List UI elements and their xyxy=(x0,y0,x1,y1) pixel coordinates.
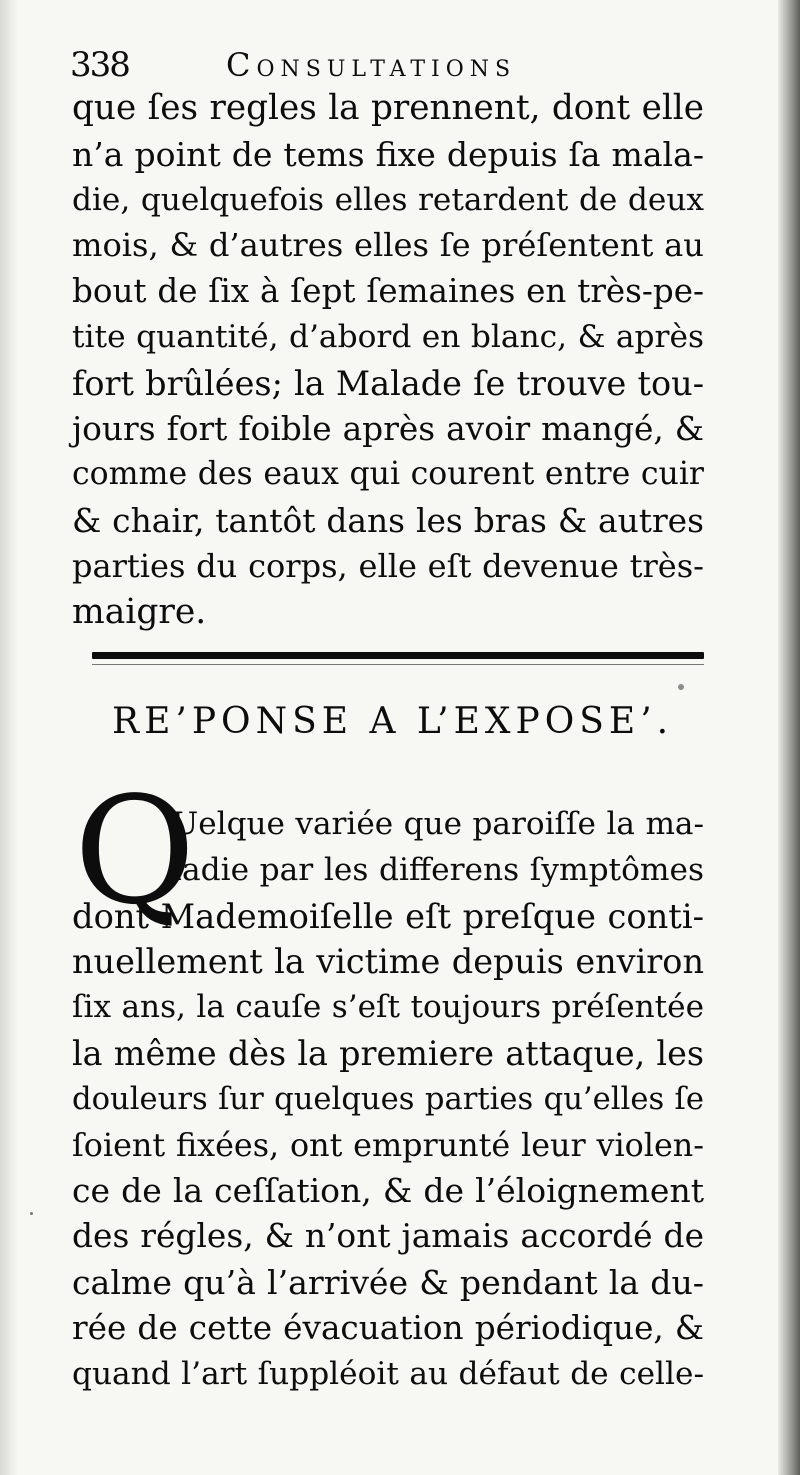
page-gutter-shadow xyxy=(778,0,800,1475)
drop-cap: Q xyxy=(74,765,196,937)
text-line: nuellement la victime depuis environ xyxy=(72,942,704,982)
text-line: dont Mademoiſelle eſt preſque conti- xyxy=(72,896,704,936)
section-divider-thick xyxy=(92,652,704,659)
text-line: calme qu’à l’arrivée & pendant la du- xyxy=(72,1262,704,1302)
text-line: fort brûlées; la Malade ſe trouve tou- xyxy=(72,363,704,403)
page-header xyxy=(70,42,710,88)
text-line: des régles, & n’ont jamais accordé de xyxy=(72,1217,704,1256)
text-line: ſix ans, la cauſe s’eſt toujours préſentée xyxy=(72,989,704,1026)
text-line: quand l’art ſuppléoit au défaut de celle- xyxy=(72,1355,704,1392)
section-divider-thin xyxy=(92,664,704,665)
text-line: maigre. xyxy=(72,591,207,632)
running-title: Consultations xyxy=(226,46,517,84)
text-line: parties du corps, elle eſt devenue très- xyxy=(72,546,704,585)
ink-speck xyxy=(30,1212,33,1215)
text-line: rée de cette évacuation périodique, & xyxy=(72,1308,704,1347)
text-line: que ſes regles la prennent, dont elle xyxy=(72,88,704,128)
paragraph-2 xyxy=(72,802,704,1397)
text-line: bout de ſix à ſept ſemaines en très-pe- xyxy=(72,272,704,311)
page-number: 338 xyxy=(70,45,129,85)
text-line: & chair, tantôt dans les bras & autres xyxy=(72,501,704,541)
text-line: Uelque variée que paroiſſe la ma- xyxy=(172,806,704,842)
paragraph-1 xyxy=(72,86,704,636)
text-line: jours fort foible après avoir mangé, & xyxy=(72,409,704,448)
text-line: ladie par les differens ſymptômes xyxy=(172,851,704,888)
text-line: n’a point de tems fixe depuis ſa mala- xyxy=(72,134,704,174)
section-heading: RE’PONSE A L’EXPOSE’. xyxy=(112,701,674,742)
page-left-shadow xyxy=(0,0,18,1475)
text-line: ce de la ceſſation, & de l’éloignement xyxy=(72,1171,704,1211)
text-line: douleurs ſur quelques parties qu’elles ſe xyxy=(72,1081,704,1117)
text-line: ſoient fixées, ont emprunté leur violen- xyxy=(72,1125,704,1164)
text-line: tite quantité, d’abord en blanc, & après xyxy=(72,318,704,355)
text-line: die, quelquefois elles retardent de deux xyxy=(72,181,704,218)
text-line: mois, & d’autres elles ſe préſentent au xyxy=(72,226,704,265)
text-line: la même dès la premiere attaque, les xyxy=(72,1033,704,1073)
ink-speck xyxy=(678,684,684,690)
text-line: comme des eaux qui courent entre cuir xyxy=(72,456,704,493)
